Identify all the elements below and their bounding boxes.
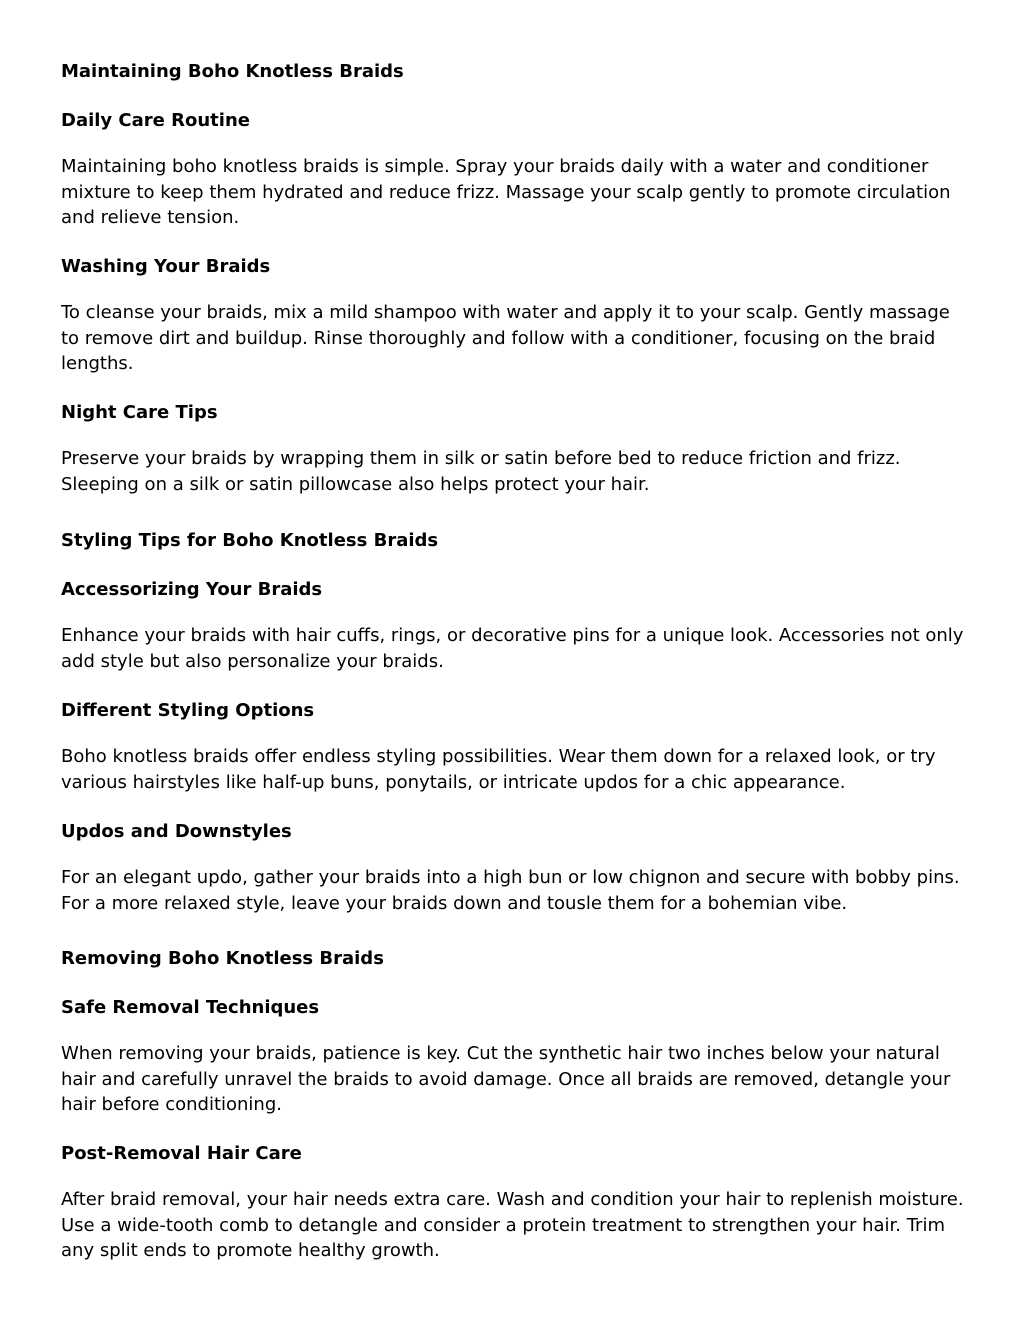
- subheading-updos: Updos and Downstyles: [61, 821, 292, 842]
- paragraph-daily-care: Maintaining boho knotless braids is simple. Spray your braids daily with a water and conditioner mixture to keep them hydrated and reduce frizz. Massage your scalp gently to promote circulation and relieve tension.: [61, 156, 951, 228]
- subheading-safe-removal: Safe Removal Techniques: [61, 997, 320, 1018]
- section-title-removing: Removing Boho Knotless Braids: [61, 948, 384, 969]
- paragraph-washing: To cleanse your braids, mix a mild shampoo with water and apply it to your scalp. Gently massage to remove dirt and buildup. Rinse thoroughly and follow with a conditioner, focusing on the braid lengths.: [61, 302, 950, 374]
- subheading-accessorizing: Accessorizing Your Braids: [61, 579, 323, 600]
- paragraph-styling-options: Boho knotless braids offer endless styling possibilities. Wear them down for a relaxed look, or try various hairstyles like half-up buns, ponytails, or intricate updos for a chic appearance.: [61, 746, 936, 793]
- subheading-post-removal: Post-Removal Hair Care: [61, 1143, 302, 1164]
- subheading-night-care: Night Care Tips: [61, 402, 218, 423]
- section-title-styling: Styling Tips for Boho Knotless Braids: [61, 530, 439, 551]
- paragraph-updos: For an elegant updo, gather your braids into a high bun or low chignon and secure with bobby pins. For a more relaxed style, leave your braids down and tousle them for a bohemian vibe.: [61, 867, 960, 914]
- paragraph-accessorizing: Enhance your braids with hair cuffs, rings, or decorative pins for a unique look. Accessories not only add style but also personalize your braids.: [61, 625, 964, 672]
- paragraph-post-removal: After braid removal, your hair needs extra care. Wash and condition your hair to replenish moisture. Use a wide-tooth comb to detangle and consider a protein treatment to strengthen your hair. Trim any split ends to promote healthy growth.: [61, 1189, 964, 1261]
- section-title-maintaining: Maintaining Boho Knotless Braids: [61, 61, 404, 82]
- subheading-daily-care: Daily Care Routine: [61, 110, 250, 131]
- subheading-styling-options: Different Styling Options: [61, 700, 315, 721]
- paragraph-night-care: Preserve your braids by wrapping them in silk or satin before bed to reduce friction and frizz. Sleeping on a silk or satin pillowcase also helps protect your hair.: [61, 448, 901, 495]
- paragraph-safe-removal: When removing your braids, patience is key. Cut the synthetic hair two inches below your natural hair and carefully unravel the braids to avoid damage. Once all braids are removed, detangle your hair before conditioning.: [61, 1043, 951, 1115]
- subheading-washing: Washing Your Braids: [61, 256, 271, 277]
